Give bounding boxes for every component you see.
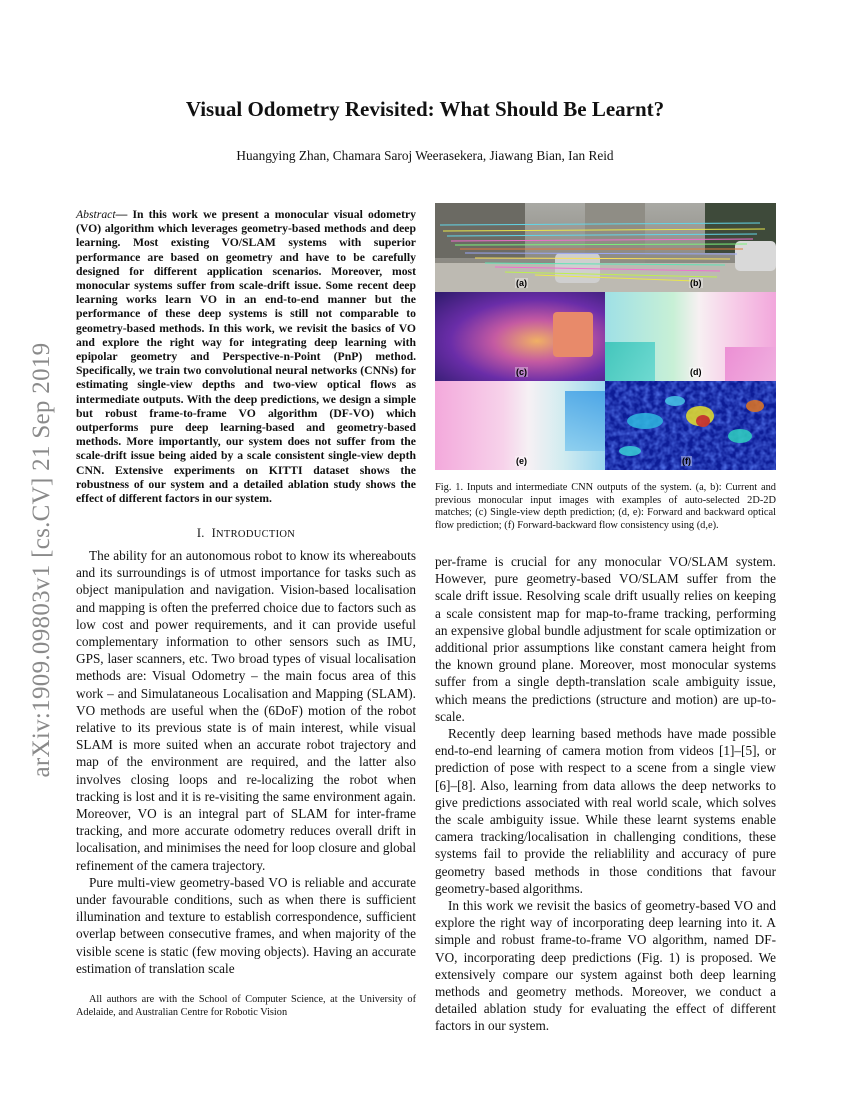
figure-panel-a <box>435 203 776 292</box>
abstract <box>76 208 416 506</box>
paragraph: The ability for an autonomous robot to know its whereabouts and its surroundings is of utmost importance for tasks such as object manipulation and navigation. Vision-based localisation and mapping is often the preferred choice due to factors such as low cost and power requirements, and it can provide useful complementary information to other sensors such as IMU, GPS, laser scanners, etc. Two broad types of visual localisation methods are: Visual Odometry – the main focus area of this work – and Simulataneous Localisation and Mapping (SLAM). VO methods are useful when the (6DoF) motion of the robot relative to its previous state is of main interest, while visual SLAM is more suited when an accurate robot trajectory and map of the environment are required, and the latter also involves closing loops and re-localizing the robot when tracking is lost and it is re-visiting the same environment again. Moreover, VO is an integral part of SLAM for inter-frame tracking, and more accurate odometry reduces overall drift in localisation, and minimises the need for loop closure and global refinement of the camera trajectory. <box>76 548 416 873</box>
panel-label-b: (b) <box>690 278 702 288</box>
figure-panel-f <box>605 381 776 470</box>
paragraph: In this work we revisit the basics of geometry-based VO and explore the right way of incorporating deep learning into it. A simple and robust frame-to-frame VO algorithm, named DF-VO, incorporating deep predictions (Fig. 1) is proposed. We extensively compare our system against both deep learning methods and geometry methods. Moreover, we conduct a detailed ablation study for evaluating the effect of different factors in our system. <box>435 898 776 1034</box>
arxiv-identifier: arXiv:1909.09803v1 [cs.CV] 21 Sep 2019 <box>28 342 55 778</box>
panel-label-c: (c) <box>516 367 527 377</box>
paragraph: Recently deep learning based methods have made possible end-to-end learning of camera motion from videos [1]–[5], or prediction of pose with respect to a scene from a single view [6]–[8]. Also, learning from data allows the deep networks to give predictions associated with real world scale, which solves the scale ambiguity issue. While these learnt systems enable camera tracking/localisation in challenging conditions, these systems fail to provide the reliablility and accuracy of pure geometry based methods in those conditions that favour geometry-based algorithms. <box>435 726 776 896</box>
paper-authors: Huangying Zhan, Chamara Saroj Weerasekera, Jiawang Bian, Ian Reid <box>236 148 614 163</box>
figure-panel-d <box>605 292 776 381</box>
introduction-right-column <box>435 553 776 1035</box>
flow-region <box>725 347 776 381</box>
introduction-left-column <box>76 547 416 977</box>
paragraph: Pure multi-view geometry-based VO is reliable and accurate under favourable conditions, such as when there is sufficient illumination and texture to establish correspondence, sufficient overlap between consecutive frames, and when majority of the visible scene is static (few moving objects). Having an accurate estimation of translation scale <box>76 874 416 976</box>
flow-region <box>605 342 655 381</box>
figure-panel-e <box>435 381 605 470</box>
panel-label-a: (a) <box>516 278 527 288</box>
figure-panel-c <box>435 292 605 381</box>
section-heading-introduction: I. INTRODUCTION <box>196 526 296 540</box>
panel-label-f: (f) <box>682 456 691 466</box>
figure-caption: Fig. 1. Inputs and intermediate CNN outputs of the system. (a, b): Current and previous monocular input images with examples of auto-selected 2D-2D matches; (c) Single-view depth prediction; (d, e): Forward and backward optical flow prediction; (f) Forward-backward flow consistency using (d,e). <box>435 482 776 531</box>
paper-title: Visual Odometry Revisited: What Should Be Learnt? <box>185 97 665 121</box>
scene-image <box>435 203 776 292</box>
figure-1 <box>435 203 776 470</box>
depth-object <box>553 312 593 357</box>
panel-label-e: (e) <box>516 456 527 466</box>
abstract-label: Abstract <box>76 208 116 221</box>
abstract-text: — In this work we present a monocular visual odometry (VO) algorithm which leverages geometry-based methods and deep learning. Most existing VO/SLAM systems with superior performance are based on geometry and have to be carefully designed for different application scenarios. Moreover, most monocular systems suffer from scale-drift issue. Some recent deep learning works learn VO in an end-to-end manner but the performance of these deep systems is still not comparable to geometry-based methods. In this work, we revisit the basics of VO and explore the right way for integrating deep learning with epipolar geometry and Perspective-n-Point (PnP) method. Specifically, we train two convolutional neural networks (CNNs) for estimating single-view depths and two-view optical flows as intermediate outputs. With the deep predictions, we design a simple but robust frame-to-frame VO algorithm (DF-VO) which outperforms pure deep learning-based and geometry-based methods. More importantly, our system does not suffer from the scale-drift issue being aided by a scale consistent single-view depth CNN. Extensive experiments on KITTI dataset shows the robustness of our system and a detailed ablation study shows the effect of different factors in our system. <box>76 208 416 506</box>
flow-region <box>565 391 605 451</box>
footnote: All authors are with the School of Computer Science, at the University of Adelaide, and Australian Centre for Robotic Vision <box>76 994 416 1018</box>
panel-label-d: (d) <box>690 367 702 377</box>
paragraph: per-frame is crucial for any monocular VO/SLAM system. However, pure geometry-based VO/SLAM suffer from the scale drift issue. Resolving scale drift usually relies on keeping a scale consistent map for map-to-frame tracking, performing an expensive global bundle adjustment for scale optimization or additional prior assumptions like constant camera height from the known ground plane. Moreover, most monocular systems suffer from a single depth-translation scale ambiguity issue, which means the predictions (structure and motion) are up-to-scale. <box>435 554 776 724</box>
